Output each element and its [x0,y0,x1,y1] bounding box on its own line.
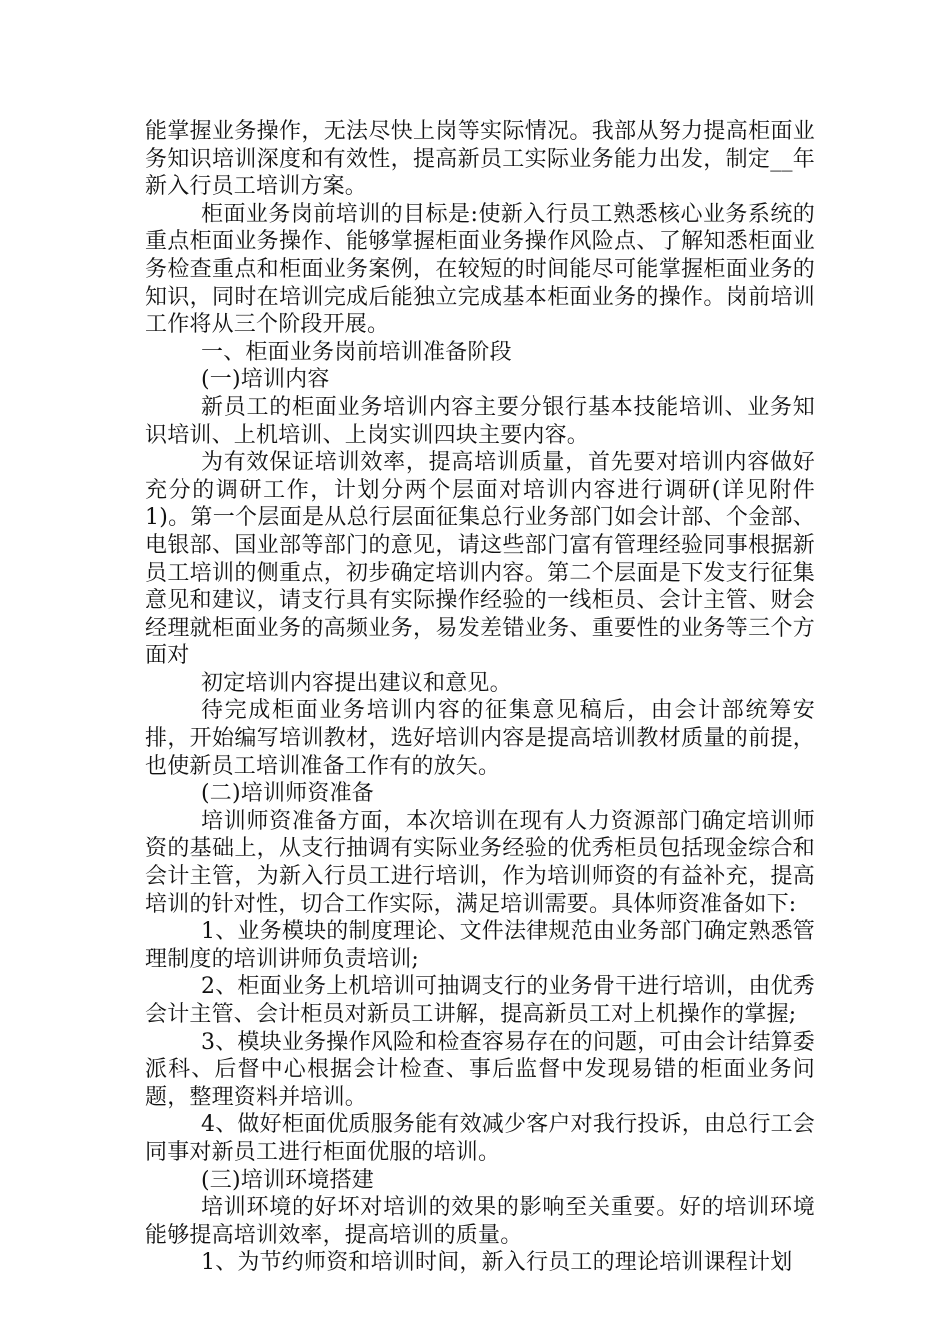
subsection-heading-content: (一)培训内容 [201,367,330,393]
list-item-3: 3、模块业务操作风险和检查容易存在的问题，可由会计结算委派科、后督中心根据会计检查、事后监督中发现易错的柜面业务问题，整理资料并培训。 [145,1029,815,1110]
paragraph-environment: 培训环境的好坏对培训的效果的影响至关重要。好的培训环境能够提高培训效率，提高培训的质量。 [145,1195,815,1248]
document-page [145,118,815,1277]
paragraph-content-overview: 新员工的柜面业务培训内容主要分银行基本技能培训、业务知识培训、上机培训、上岗实训四块主要内容。 [145,394,815,448]
paragraph-materials: 待完成柜面业务培训内容的征集意见稿后，由会计部统筹安排，开始编写培训教材，选好培训内容是提高培训教材质量的前提，也使新员工培训准备工作有的放矢。 [145,698,815,779]
paragraph-research: 为有效保证培训效率，提高培训质量，首先要对培训内容做好充分的调研工作，计划分两个层面对培训内容进行调研(详见附件1)。第一个层面是从总行层面征集总行业务部门如会计部、个金部、电银部、国业部等部门的意见，请这些部门富有管理经验同事根据新员工培训的侧重点，初步确定培训内容。第二个层面是下发支行征集意见和建议，请支行具有实际操作经验的一线柜员、会计主管、财会经理就柜面业务的高频业务，易发差错业务、重要性的业务等三个方面对 [145,450,815,669]
paragraph-suggestions: 初定培训内容提出建议和意见。 [201,670,512,696]
list-item-2: 2、柜面业务上机培训可抽调支行的业务骨干进行培训，由优秀会计主管、会计柜员对新员工讲解，提高新员工对上机操作的掌握; [145,974,815,1027]
list-item-env-1: 1、为节约师资和培训时间，新入行员工的理论培训课程计划 [201,1250,793,1276]
list-item-1: 1、业务模块的制度理论、文件法律规范由业务部门确定熟悉管理制度的培训讲师负责培训; [145,919,815,972]
subsection-heading-environment: (三)培训环境搭建 [201,1167,374,1193]
subsection-heading-instructors: (二)培训师资准备 [201,781,374,807]
paragraph-instructors: 培训师资准备方面，本次培训在现有人力资源部门确定培训师资的基础上，从支行抽调有实际业务经验的优秀柜员包括现金综合和会计主管，为新入行员工进行培训，作为培训师资的有益补充，提高培训的针对性，切合工作实际，满足培训需要。具体师资准备如下: [145,808,815,917]
list-item-4: 4、做好柜面优质服务能有效减少客户对我行投诉，由总行工会同事对新员工进行柜面优服的培训。 [145,1112,815,1165]
paragraph-continuation: 能掌握业务操作，无法尽快上岗等实际情况。我部从努力提高柜面业务知识培训深度和有效性，提高新员工实际业务能力出发，制定__年新入行员工培训方案。 [145,119,815,200]
paragraph-training-goal: 柜面业务岗前培训的目标是:使新入行员工熟悉核心业务系统的重点柜面业务操作、能够掌握柜面业务操作风险点、了解知悉柜面业务检查重点和柜面业务案例，在较短的时间能尽可能掌握柜面业务的知识，同时在培训完成后能独立完成基本柜面业务的操作。岗前培训工作将从三个阶段开展。 [145,201,815,338]
section-heading-1: 一、柜面业务岗前培训准备阶段 [201,339,512,365]
